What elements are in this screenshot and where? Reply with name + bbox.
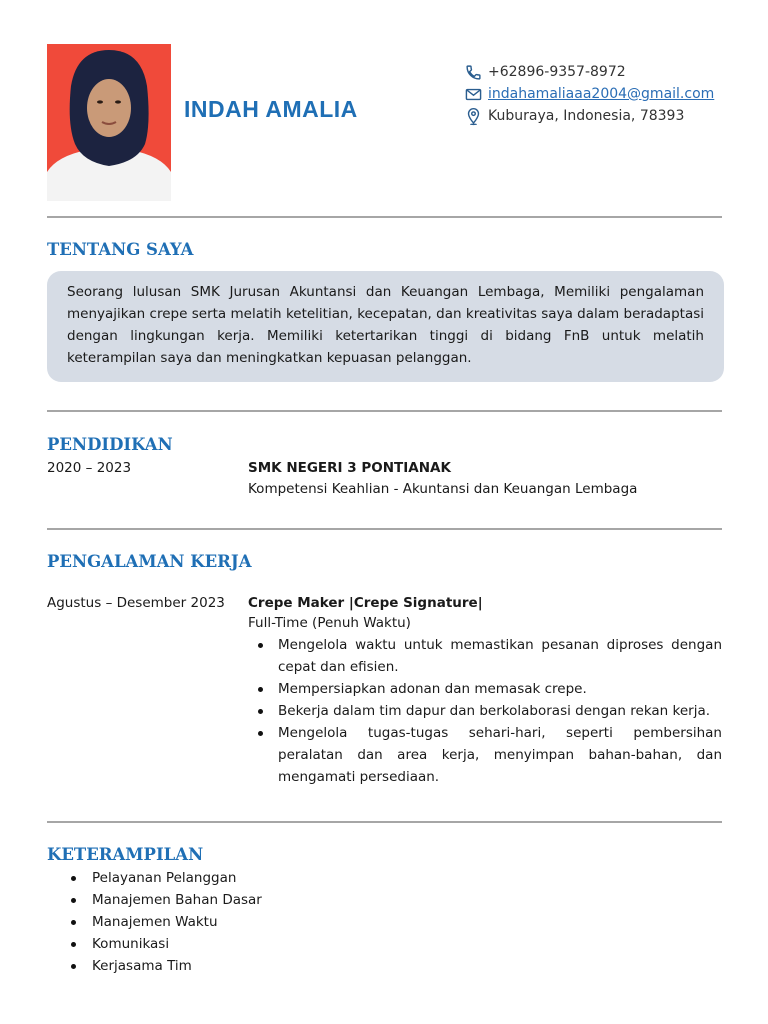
phone-number: +62896-9357-8972 [488,64,626,80]
education-school: SMK NEGERI 3 PONTIANAK [248,460,451,476]
location-row [464,105,714,127]
phone-icon [464,63,482,81]
education-title: PENDIDIKAN [47,435,173,454]
location-pin-icon [464,107,482,125]
divider [47,410,722,412]
experience-role: Crepe Maker |Crepe Signature| [248,595,483,611]
location-text: Kuburaya, Indonesia, 78393 [488,108,685,124]
list-item: Bekerja dalam tim dapur dan berkolaborasi dengan rekan kerja. [248,700,722,722]
mail-icon [464,85,482,103]
about-title: TENTANG SAYA [47,240,194,259]
contact-info [464,61,714,127]
list-item: Komunikasi [47,933,262,955]
profile-photo [47,44,171,201]
experience-period: Agustus – Desember 2023 [47,595,225,611]
education-period: 2020 – 2023 [47,460,132,476]
about-box [47,271,724,382]
experience-title: PENGALAMAN KERJA [47,552,252,571]
list-item: Pelayanan Pelanggan [47,867,262,889]
phone-row [464,61,714,83]
list-item: Mengelola tugas-tugas sehari-hari, seperti pembersihan peralatan dan area kerja, menyimpan bahan-bahan, dan mengamati persediaan. [248,722,722,788]
duties-list [248,634,722,788]
divider [47,528,722,530]
list-item: Kerjasama Tim [47,955,262,977]
email-link[interactable]: indahamaliaaa2004@gmail.com [488,86,715,102]
list-item: Manajemen Waktu [47,911,262,933]
list-item: Mengelola waktu untuk memastikan pesanan diproses dengan cepat dan efisien. [248,634,722,678]
divider [47,216,722,218]
skills-list [47,867,262,977]
experience-type: Full-Time (Penuh Waktu) [248,615,411,631]
education-major: Kompetensi Keahlian - Akuntansi dan Keuangan Lembaga [248,481,638,497]
candidate-name: INDAH AMALIA [184,96,358,122]
about-text: Seorang lulusan SMK Jurusan Akuntansi dan Keuangan Lembaga, Memiliki pengalaman menyajikan crepe serta melatih ketelitian, kecepatan, dan kreativitas saya dalam beradaptasi dengan lingkungan kerja. Memiliki ketertarikan tinggi di bidang FnB untuk melatih keterampilan saya dan meningkatkan kepuasan pelanggan. [67,284,704,366]
list-item: Mempersiapkan adonan dan memasak crepe. [248,678,722,700]
email-row [464,83,714,105]
skills-title: KETERAMPILAN [47,845,204,864]
divider [47,821,722,823]
list-item: Manajemen Bahan Dasar [47,889,262,911]
